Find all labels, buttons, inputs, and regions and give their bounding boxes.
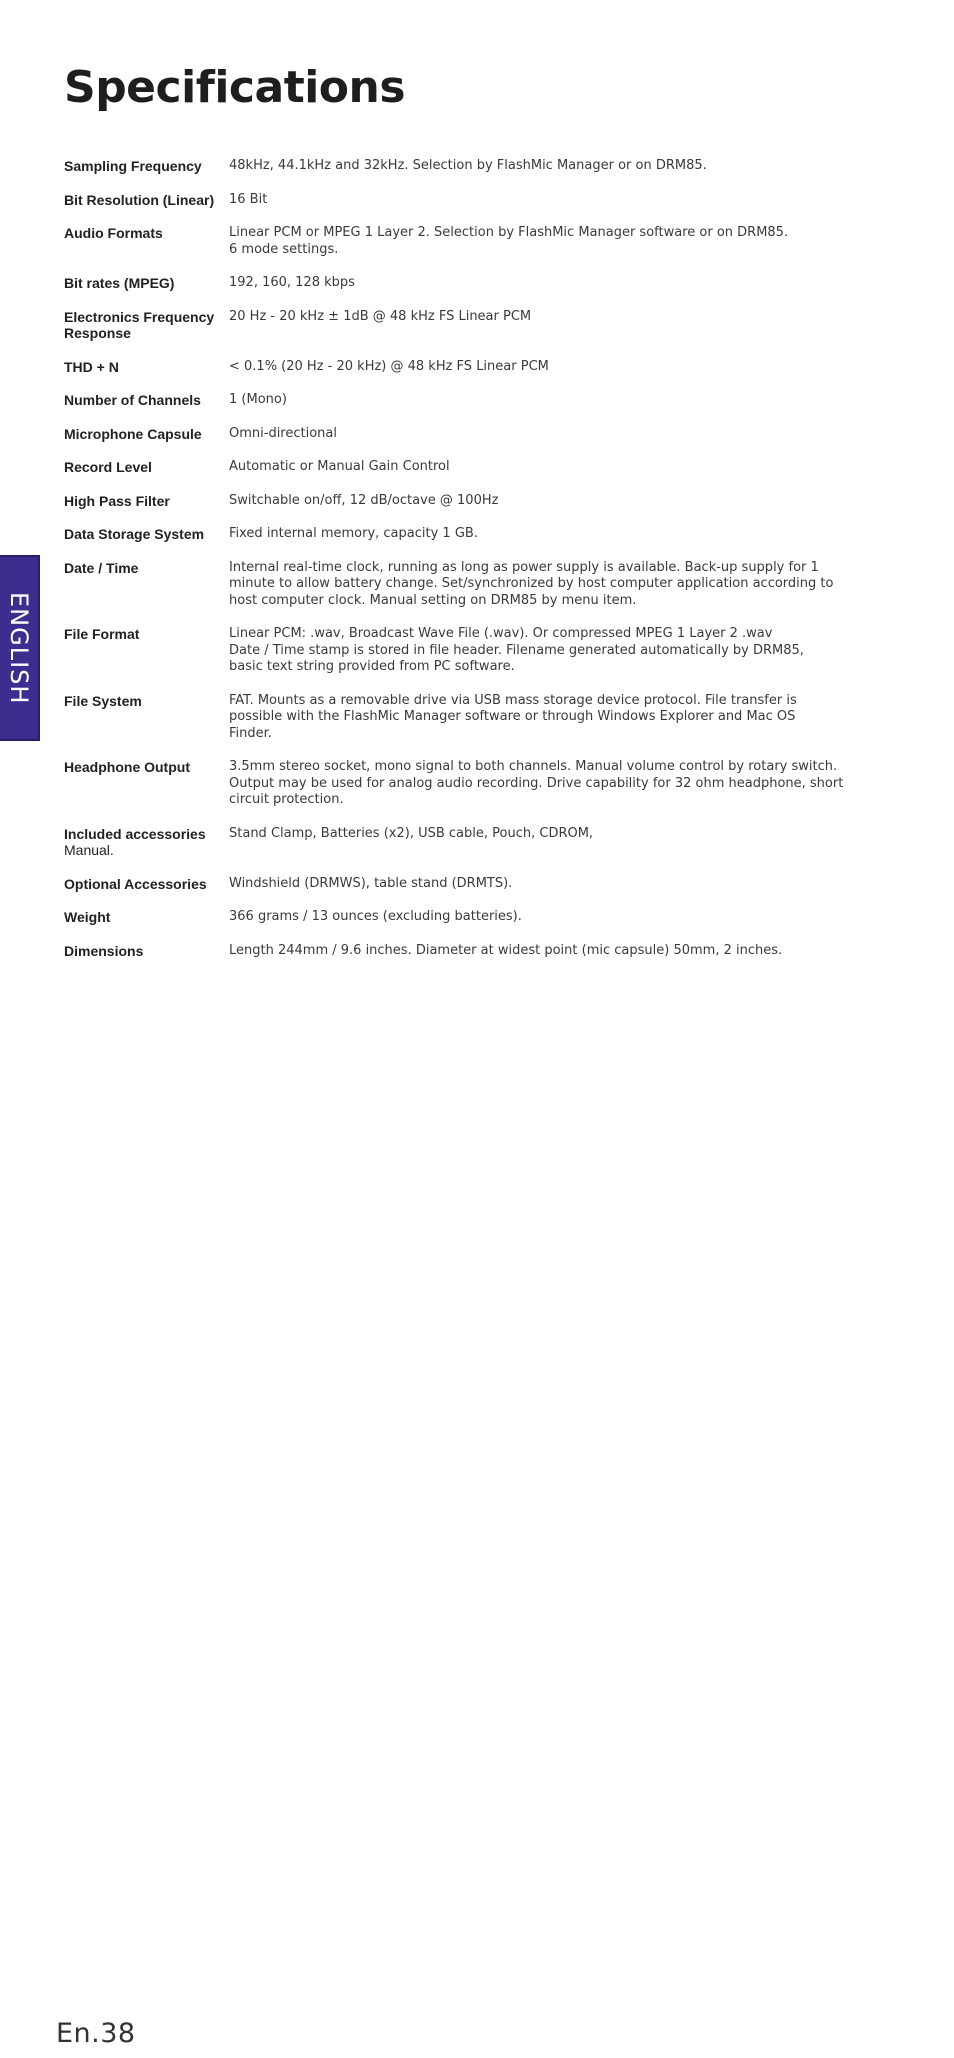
spec-label: Record Level <box>64 459 152 475</box>
spec-value: < 0.1% (20 Hz - 20 kHz) @ 48 kHz FS Linear PCM <box>229 358 549 374</box>
page-title: Specifications <box>64 62 406 113</box>
spec-row-bit-rates <box>64 275 854 309</box>
spec-value: Length 244mm / 9.6 inches. Diameter at widest point (mic capsule) 50mm, 2 inches. <box>229 942 783 958</box>
spec-label: Optional Accessories <box>64 875 207 892</box>
spec-label: Bit Resolution (Linear) <box>64 191 215 208</box>
spec-label: File System <box>64 692 142 709</box>
spec-row-record-level <box>64 459 854 493</box>
spec-value: 48kHz, 44.1kHz and 32kHz. Selection by FlashMic Manager or on DRM85. <box>229 158 707 173</box>
spec-value: Linear PCM or MPEG 1 Layer 2. Selection by FlashMic Manager software or on DRM85. 6 mode settings. <box>229 225 789 257</box>
spec-row-optional-accessories <box>64 876 854 910</box>
spec-label: Bit rates (MPEG) <box>64 275 175 291</box>
spec-row-high-pass-filter <box>64 493 854 527</box>
spec-row-frequency-response <box>64 309 854 359</box>
spec-label: Audio Formats <box>64 225 163 241</box>
spec-value: Internal real-time clock, running as long as power supply is available. Back-up supply for 1 minute to allow battery change. Set/synchronized by host computer application according to host computer clock. Manual setting on DRM85 by menu item. <box>229 559 834 608</box>
spec-label-sub: Manual. <box>64 842 114 858</box>
spec-value: 16 Bit <box>229 191 268 207</box>
spec-label: Dimensions <box>64 942 144 959</box>
spec-row-file-system <box>64 693 854 760</box>
spec-row-included-accessories <box>64 826 854 876</box>
spec-label: Weight <box>64 909 111 925</box>
page-number: En.38 <box>56 2018 136 2049</box>
spec-label: THD + N <box>64 358 119 375</box>
spec-label: Headphone Output <box>64 759 190 775</box>
spec-label: Number of Channels <box>64 392 201 408</box>
spec-value: FAT. Mounts as a removable drive via USB mass storage device protocol. File transfer is possible with the FlashMic Manager software or through Windows Explorer and Mac OS Finder. <box>229 692 797 741</box>
spec-label: Sampling Frequency <box>64 158 202 174</box>
spec-value: Fixed internal memory, capacity 1 GB. <box>229 526 478 541</box>
spec-row-data-storage <box>64 526 854 560</box>
spec-value: 1 (Mono) <box>229 392 287 407</box>
spec-row-file-format <box>64 626 854 693</box>
specifications-table <box>64 158 854 976</box>
spec-label: Electronics Frequency Response <box>64 308 215 341</box>
spec-value: 20 Hz - 20 kHz ± 1dB @ 48 kHz FS Linear PCM <box>229 308 532 324</box>
spec-row-dimensions <box>64 943 854 977</box>
spec-value: Automatic or Manual Gain Control <box>229 459 450 474</box>
spec-label <box>64 826 229 876</box>
language-tab <box>0 555 40 741</box>
spec-row-sampling-frequency <box>64 158 854 192</box>
spec-label: High Pass Filter <box>64 492 170 509</box>
spec-value: 192, 160, 128 kbps <box>229 275 355 290</box>
spec-row-headphone-output <box>64 759 854 826</box>
language-tab-label: ENGLISH <box>5 591 33 705</box>
spec-row-weight <box>64 909 854 943</box>
spec-label: Microphone Capsule <box>64 425 202 442</box>
spec-label: Date / Time <box>64 559 139 576</box>
spec-row-microphone-capsule <box>64 426 854 460</box>
spec-row-bit-resolution <box>64 192 854 226</box>
spec-row-thd-n <box>64 359 854 393</box>
spec-value: Linear PCM: .wav, Broadcast Wave File (.wav). Or compressed MPEG 1 Layer 2 .wav Date / Time stamp is stored in file header. Filename generated automatically by DRM85, basic text string provided from PC software. <box>229 626 804 674</box>
spec-row-date-time <box>64 560 854 627</box>
spec-label: Data Storage System <box>64 526 205 542</box>
spec-value: Windshield (DRMWS), table stand (DRMTS). <box>229 875 513 891</box>
spec-value: 366 grams / 13 ounces (excluding batteries). <box>229 909 522 924</box>
spec-value: 3.5mm stereo socket, mono signal to both channels. Manual volume control by rotary switch. Output may be used for analog audio recording. Drive capability for 32 ohm headphone, short circuit protection. <box>229 759 844 807</box>
spec-label-main: Included accessories <box>64 825 206 842</box>
spec-value: Omni-directional <box>229 425 337 441</box>
spec-row-audio-formats <box>64 225 854 275</box>
spec-row-number-of-channels <box>64 392 854 426</box>
spec-label: File Format <box>64 626 140 642</box>
spec-value: Switchable on/off, 12 dB/octave @ 100Hz <box>229 492 499 508</box>
spec-value: Stand Clamp, Batteries (x2), USB cable, Pouch, CDROM, <box>229 825 594 841</box>
